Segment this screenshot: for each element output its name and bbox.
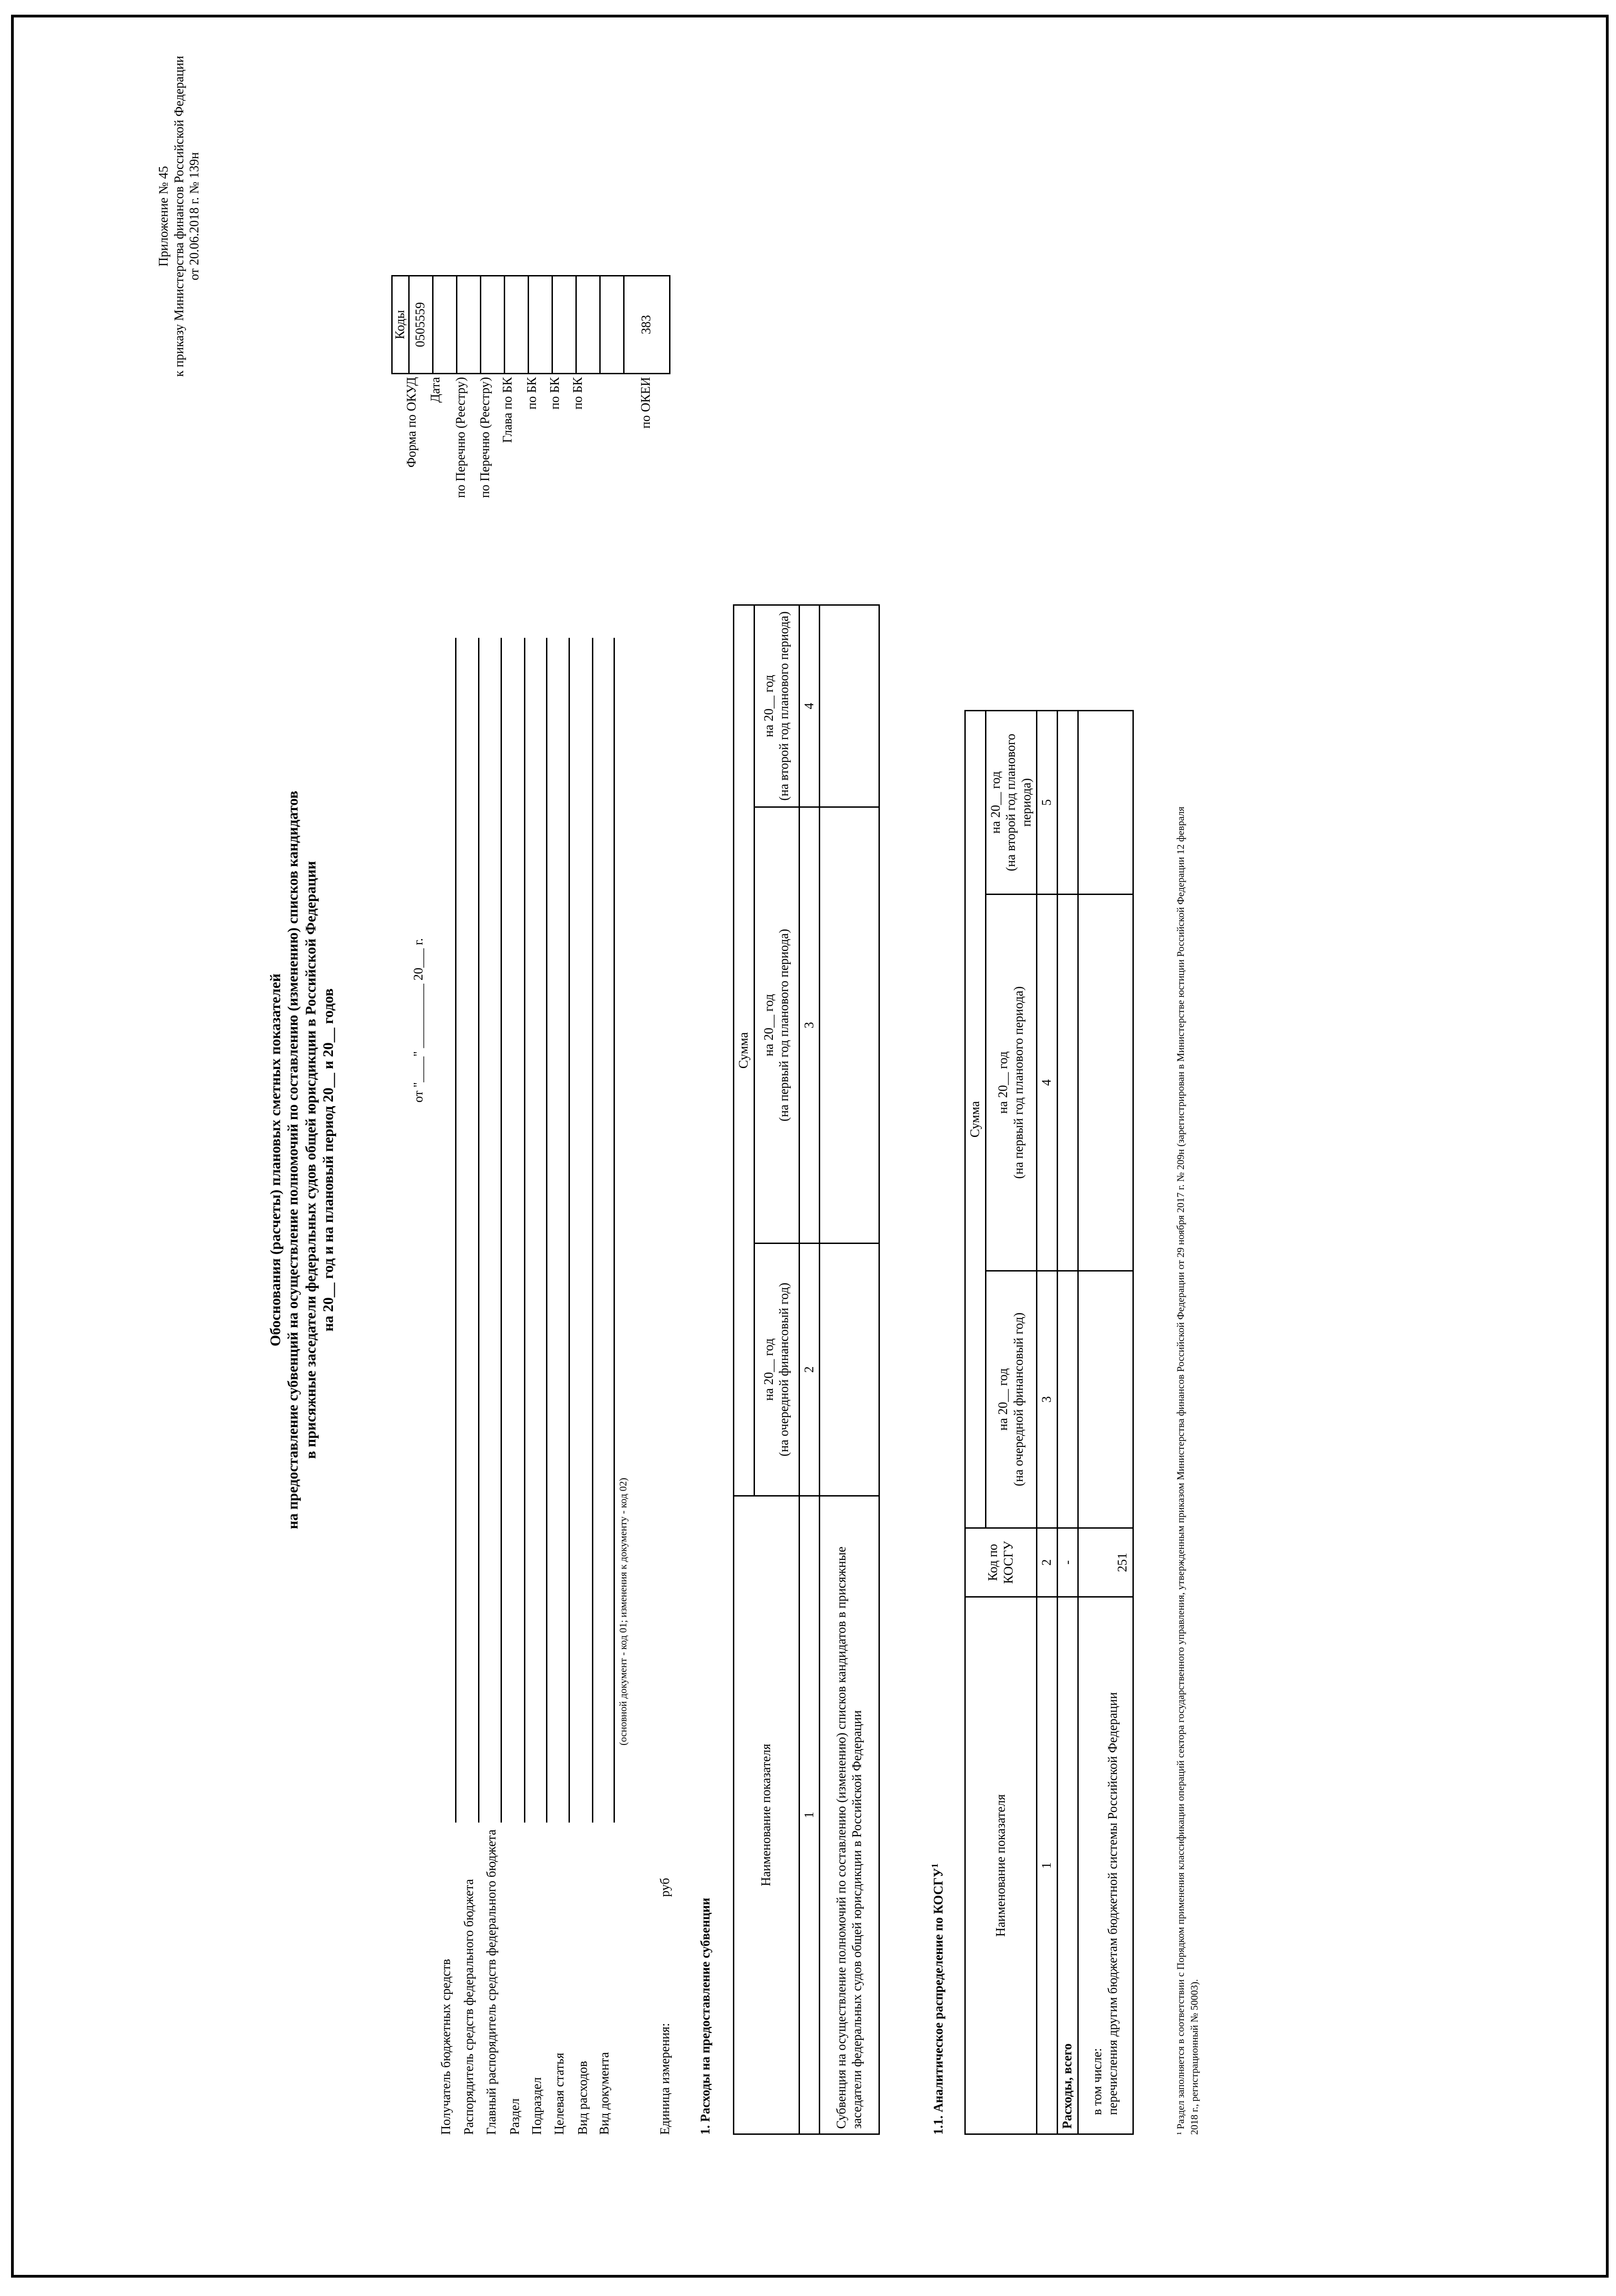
line-section[interactable]	[524, 638, 525, 1823]
document-title	[266, 643, 337, 1677]
field-recipient: Получатель бюджетных средств	[439, 1958, 453, 2135]
field-section: Раздел	[508, 2098, 522, 2135]
s1-col-name: Наименование показателя	[734, 1496, 800, 2134]
codes-value-okud: 0505559	[409, 276, 433, 374]
s1-col-y2-sub: (на первый год планового периода)	[777, 929, 792, 1122]
s11-row-total-y1[interactable]	[1057, 1271, 1078, 1528]
s11-num-3: 3	[1037, 1271, 1058, 1528]
line-recipient[interactable]	[455, 638, 456, 1823]
s11-row-transfer-y1[interactable]	[1078, 1271, 1133, 1528]
field-target-article: Целевая статья	[552, 2053, 567, 2135]
s1-row-y3[interactable]	[820, 605, 879, 807]
s11-col-y2-sub: (на первый год планового периода)	[1011, 986, 1026, 1179]
title-line-3: в присяжные заседатели федеральных судов общей юрисдикции в Российской Федерации	[302, 861, 319, 1459]
field-chief-distributor: Главный распорядитель средств федерального бюджета	[484, 1829, 499, 2135]
s11-row-transfer	[1078, 1597, 1133, 2134]
title-line-1: Обоснования (расчеты) плановых сметных показателей	[267, 974, 283, 1346]
s1-row-y2[interactable]	[820, 807, 879, 1244]
field-expense-type: Вид расходов	[576, 2061, 590, 2135]
date-line: от "____" __________ 20___ г.	[411, 938, 426, 1103]
field-document-type: Вид документа	[597, 2052, 612, 2135]
header-fields	[439, 298, 631, 2135]
s1-col-y2	[754, 807, 799, 1244]
line-document-type[interactable]	[614, 638, 615, 1823]
codes-label-okud: Форма по ОКУД	[405, 377, 419, 468]
s1-col-y3-label: на 20__ год	[761, 675, 776, 737]
s11-num-2: 2	[1037, 1528, 1058, 1597]
s11-col-y3	[985, 710, 1037, 894]
s11-col-kosgu: Код по КОСГУ	[965, 1528, 1037, 1597]
line-expense-type[interactable]	[592, 638, 593, 1823]
s11-row-transfer-y2[interactable]	[1078, 895, 1133, 1271]
s1-col-y3	[754, 605, 799, 807]
doc-type-note: (основной документ - код 01; изменения к документу - код 02)	[617, 1478, 629, 1745]
s1-row-subvention: Субвенция на осуществление полномочий по составлению (изменению) списков кандидатов в присяжные заседатели федеральных судов общей юрисдикции в Российской Федерации	[820, 1496, 879, 2134]
section1-table	[733, 604, 880, 2135]
s1-num-4: 4	[799, 605, 820, 807]
field-distributor: Распорядитель средств федерального бюджета	[462, 1879, 476, 2135]
s11-col-y1-sub: (на очередной финансовый год)	[1011, 1312, 1026, 1486]
s11-row-transfer-code: 251	[1078, 1528, 1133, 1597]
s11-row-total-y2[interactable]	[1057, 895, 1078, 1271]
codes-label-register-1: по Перечню (Реестру)	[454, 377, 468, 498]
appendix-number: Приложение № 45	[157, 166, 171, 267]
line-distributor[interactable]	[478, 638, 479, 1823]
s11-col-y1-label: на 20__ год	[996, 1368, 1011, 1431]
appendix-date: от 20.06.2018 г. № 139н	[187, 152, 202, 281]
codes-value-okei: 383	[624, 276, 670, 374]
title-line-2: на предоставление субвенций на осуществление полномочий по составлению (изменению) списков кандидатов	[284, 790, 301, 1530]
s11-col-sum: Сумма	[965, 710, 986, 1528]
s11-col-y3-label: на 20__ год	[988, 771, 1003, 834]
s11-col-y2-label: на 20__ год	[996, 1051, 1011, 1114]
section1-title: 1. Расходы на предоставление субвенции	[698, 1897, 713, 2135]
codes-label-bk-1: по БК	[525, 377, 539, 410]
line-subsection[interactable]	[546, 638, 547, 1823]
appendix-header	[156, 42, 203, 391]
codes-label-bk-2: по БК	[548, 377, 562, 410]
s11-num-1: 1	[1037, 1597, 1058, 2134]
s1-row-y1[interactable]	[820, 1244, 879, 1496]
footnote: ¹ Раздел заполняется в соответствии с Порядком применения классификации операций сектора государственного управления, утвержденным приказом Министерства финансов Российской Федерации от 29 ноября 2017 г. № 209н (зарегистрирован в Министерстве юстиции Российской Федерации 12 февраля 2018 г., регистрационный № 50003).	[1175, 806, 1200, 2135]
s11-num-5: 5	[1037, 710, 1058, 894]
s11-row-transfer-y3[interactable]	[1078, 710, 1133, 894]
title-line-4: на 20__ год и на плановый период 20__ и 20__ годов	[320, 988, 337, 1332]
s1-num-3: 3	[799, 807, 820, 1244]
section11-title	[929, 1863, 946, 2135]
s11-row-total: Расходы, всего	[1057, 1597, 1078, 2134]
s11-num-4: 4	[1037, 895, 1058, 1271]
line-chief-distributor[interactable]	[501, 638, 502, 1823]
section11-table	[964, 710, 1134, 2135]
line-target-article[interactable]	[569, 638, 570, 1823]
s1-col-y2-label: на 20__ год	[761, 994, 776, 1057]
s11-row-incl: в том числе:	[1090, 2048, 1105, 2115]
section11-title-text: 1.1. Аналитическое распределение по КОСГУ	[931, 1868, 946, 2135]
unit-value: руб	[658, 1878, 672, 1897]
s11-col-name: Наименование показателя	[965, 1597, 1037, 2134]
s11-row-total-y3[interactable]	[1057, 710, 1078, 894]
codes-label-register-2: по Перечню (Реестру)	[478, 377, 492, 498]
unit-label: Единица измерения:	[658, 2023, 672, 2135]
codes-label-date: Дата	[428, 377, 443, 403]
s1-col-sum: Сумма	[734, 605, 755, 1496]
s1-col-y3-sub: (на второй год планового периода)	[777, 611, 792, 801]
s11-col-y2	[985, 895, 1037, 1271]
codes-label-glava: Глава по БК	[501, 377, 515, 443]
section11-footnote-mark: 1	[930, 1863, 940, 1868]
s11-row-total-code: -	[1057, 1528, 1078, 1597]
field-subsection: Подраздел	[530, 2077, 544, 2135]
s1-col-y1-label: на 20__ год	[761, 1338, 776, 1401]
s11-col-y3-sub: (на второй год планового периода)	[1004, 733, 1034, 872]
appendix-order: к приказу Министерства финансов Российской Федерации	[172, 56, 186, 377]
s1-num-2: 2	[799, 1244, 820, 1496]
codes-label-bk-3: по БК	[571, 377, 585, 410]
codes-label-okei: по ОКЕИ	[639, 377, 653, 429]
s11-row-transfer-text: перечисления другим бюджетам бюджетной системы Российской Федерации	[1106, 1692, 1121, 2115]
codes-header: Коды	[392, 276, 409, 374]
s11-col-y1	[985, 1271, 1037, 1528]
s1-col-y1	[754, 1244, 799, 1496]
s1-num-1: 1	[799, 1496, 820, 2134]
s1-col-y1-sub: (на очередной финансовый год)	[777, 1283, 792, 1457]
